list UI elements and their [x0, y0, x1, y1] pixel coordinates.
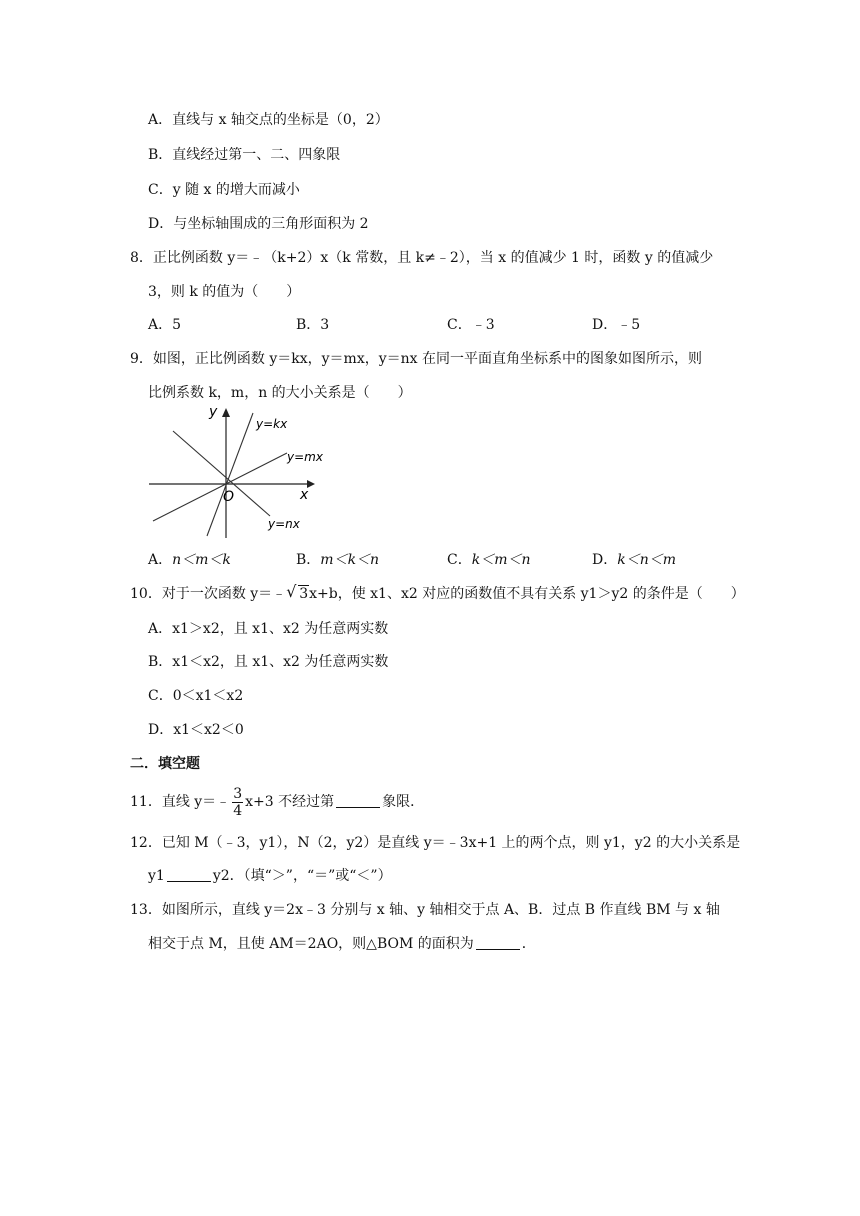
- option-letter: C．: [148, 688, 173, 704]
- q12-stem-pre: y1: [148, 868, 165, 884]
- option-text: 3: [320, 317, 330, 333]
- sqrt-symbol: [286, 584, 309, 604]
- option-text: ﹣3: [471, 317, 495, 333]
- q7-option-d: [148, 214, 369, 234]
- q9-option-a: [148, 550, 231, 570]
- q13-stem-line2: [148, 934, 536, 954]
- line-m-label: y=mx: [287, 450, 323, 464]
- q11-stem-mid: x+3 不经过第: [245, 794, 335, 810]
- q10-stem-pre: 10．对于一次函数 y＝﹣: [130, 586, 287, 602]
- line-kx: [207, 413, 253, 536]
- q8-stem-line1: 8．正比例函数 y＝﹣（k+2）x（k 常数，且 k≠﹣2），当 x 的值减少 1 时，函数 y 的值减少: [130, 250, 714, 266]
- fraction-numerator: 3: [233, 785, 243, 802]
- fraction-denominator: 4: [233, 802, 243, 819]
- line-mx: [153, 453, 287, 521]
- option-letter: B．: [148, 654, 173, 670]
- option-letter: D．: [592, 552, 618, 568]
- q13-stem-pre: 相交于点 M，且使 AM＝2AO，则△BOM 的面积为: [148, 936, 474, 952]
- line-k-label: y=kx: [256, 417, 288, 431]
- q7-option-b: [148, 145, 340, 165]
- q11-stem-pre: 11．直线 y＝﹣: [130, 794, 231, 810]
- q10-stem: [130, 584, 745, 604]
- q9-figure: [145, 403, 330, 543]
- q7-option-c: [148, 180, 300, 200]
- option-text: k＜n＜m: [617, 552, 677, 568]
- q9-stem-line2: 比例系数 k，m，n 的大小关系是（ ）: [148, 385, 412, 401]
- sqrt-radicand: 3: [299, 586, 309, 602]
- q8-stem-line2: 3，则 k 的值为（ ）: [148, 284, 301, 300]
- q7-option-a: [148, 110, 389, 130]
- option-text: y 随 x 的增大而减小: [172, 182, 300, 198]
- option-letter: A．: [148, 317, 173, 333]
- q8-option-b: [296, 315, 329, 335]
- option-letter: B．: [296, 552, 321, 568]
- option-text: x1＞x2，且 x1、x2 为任意两实数: [172, 621, 389, 637]
- answer-blank[interactable]: [167, 867, 211, 882]
- option-text: 与坐标轴围成的三角形面积为 2: [173, 216, 369, 232]
- section-title: 二．填空题: [130, 756, 200, 772]
- option-letter: A．: [148, 112, 173, 128]
- y-axis-arrow-icon: [222, 408, 230, 417]
- q9-stem-line1: 9．如图，正比例函数 y＝kx，y＝mx，y＝nx 在同一平面直角坐标系中的图象如图所示，则: [130, 351, 702, 367]
- option-text: 直线与 x 轴交点的坐标是（0，2）: [172, 112, 389, 128]
- q13-stem-post: ．: [521, 936, 536, 952]
- option-text: m＜k＜n: [320, 552, 380, 568]
- option-letter: D．: [148, 722, 174, 738]
- option-text: ﹣5: [617, 317, 641, 333]
- q11-stem: [130, 784, 424, 820]
- q10-option-d: [148, 720, 244, 740]
- option-text: x1＜x2＜0: [173, 722, 244, 738]
- fraction: [232, 786, 243, 819]
- q9-option-c: [447, 550, 531, 570]
- x-axis-label: x: [300, 487, 309, 503]
- option-text: n＜m＜k: [172, 552, 231, 568]
- q12-stem-post: y2．（填“＞”，“＝”或“＜”）: [212, 868, 392, 884]
- answer-blank[interactable]: [336, 793, 380, 808]
- option-letter: C．: [148, 182, 173, 198]
- option-letter: B．: [148, 147, 173, 163]
- origin-label: O: [223, 489, 235, 505]
- q12-stem-line2: [148, 866, 392, 886]
- option-letter: D．: [592, 317, 618, 333]
- q8-option-c: [447, 315, 495, 335]
- q10-option-a: [148, 619, 388, 639]
- answer-blank[interactable]: [476, 935, 520, 950]
- option-letter: A．: [148, 552, 173, 568]
- option-text: x1＜x2，且 x1、x2 为任意两实数: [172, 654, 389, 670]
- option-letter: D．: [148, 216, 174, 232]
- option-text: 0＜x1＜x2: [172, 688, 244, 704]
- option-letter: C．: [447, 317, 472, 333]
- q12-stem-line1: 12．已知 M（﹣3，y1），N（2，y2）是直线 y＝﹣3x+1 上的两个点，则 y1，y2 的大小关系是: [130, 835, 741, 851]
- q10-option-b: [148, 652, 388, 672]
- q9-option-d: [592, 550, 676, 570]
- option-text: 直线经过第一、二、四象限: [172, 147, 341, 163]
- q10-option-c: [148, 686, 243, 706]
- y-axis-label: y: [209, 404, 218, 420]
- q8-option-d: [592, 315, 640, 335]
- line-n-label: y=nx: [268, 517, 300, 531]
- option-letter: B．: [296, 317, 321, 333]
- q13-stem-line1: 13．如图所示，直线 y＝2x﹣3 分别与 x 轴、y 轴相交于点 A、B．过点 B 作直线 BM 与 x 轴: [130, 902, 720, 918]
- option-letter: C．: [447, 552, 472, 568]
- q8-option-a: [148, 315, 181, 335]
- q9-option-b: [296, 550, 379, 570]
- option-letter: A．: [148, 621, 173, 637]
- q10-stem-post: x+b，使 x1、x2 对应的函数值不具有关系 y1＞y2 的条件是（ ）: [309, 586, 745, 602]
- q11-stem-post: 象限．: [382, 794, 425, 810]
- option-text: k＜m＜n: [471, 552, 531, 568]
- option-text: 5: [172, 317, 182, 333]
